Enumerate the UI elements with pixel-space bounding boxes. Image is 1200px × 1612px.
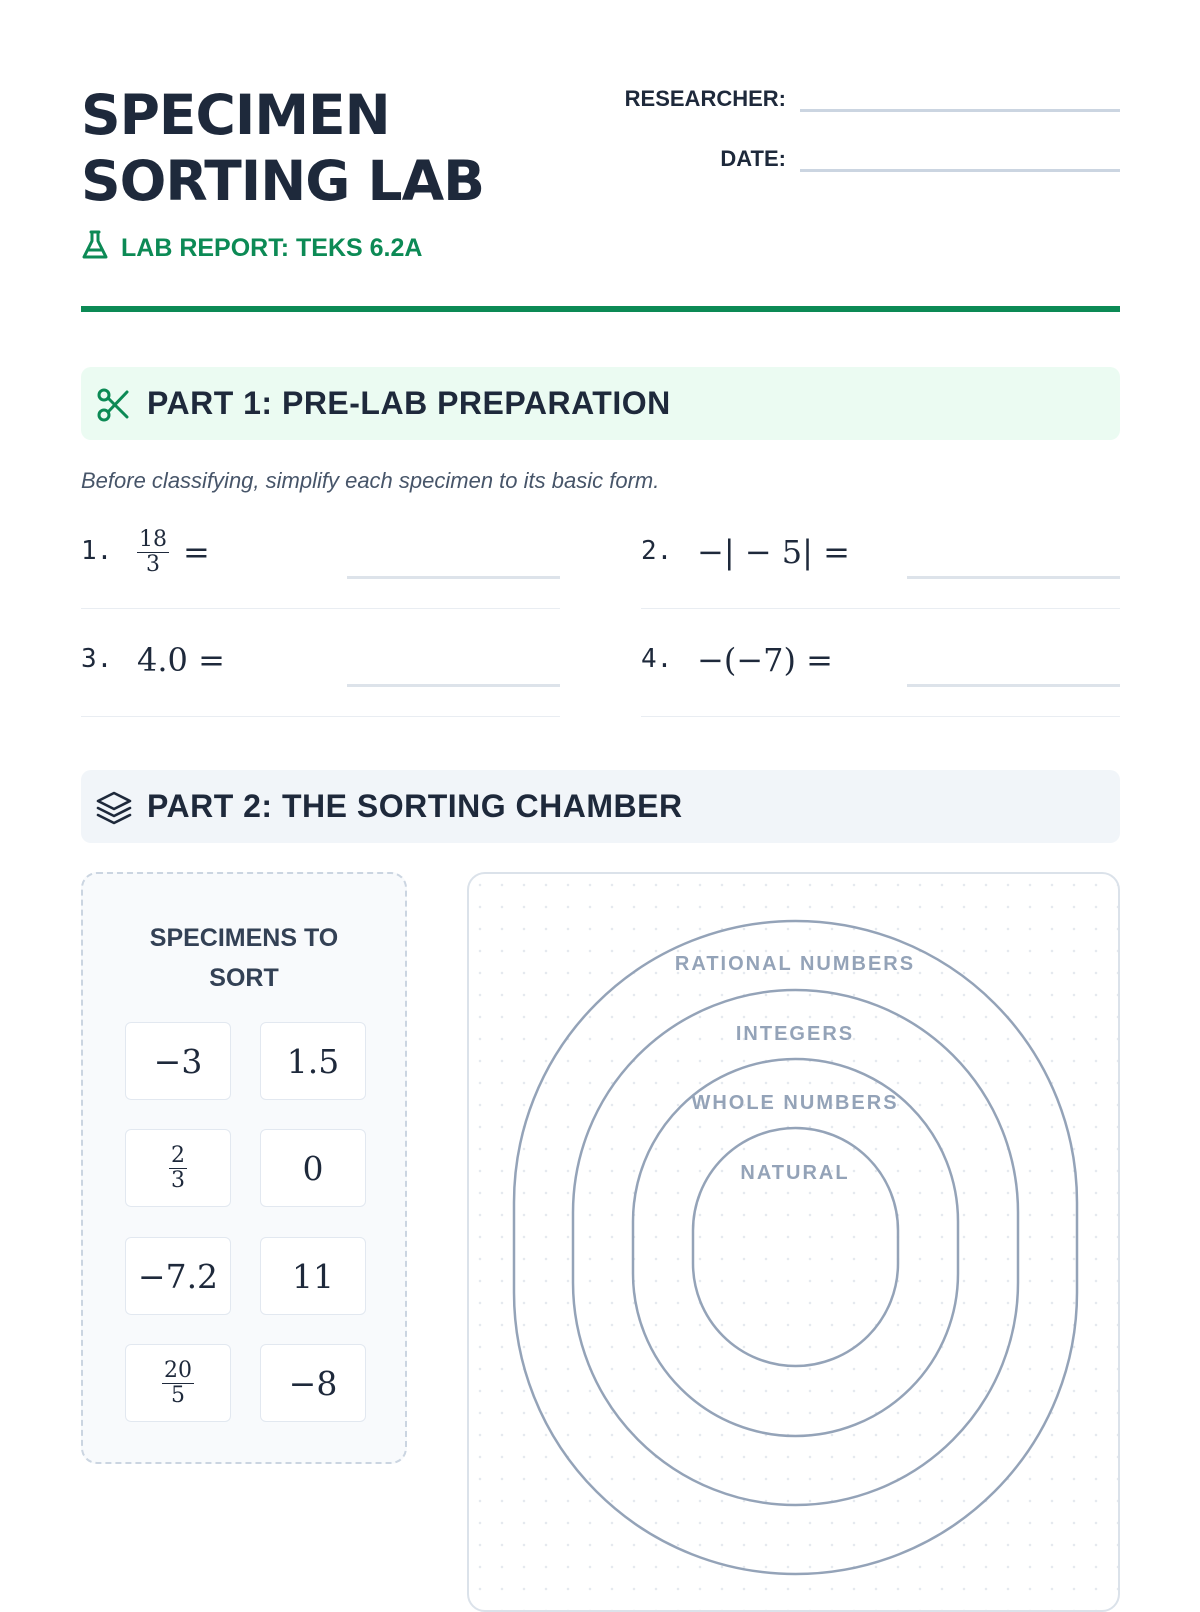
problem-4 [641,608,1120,717]
answer-line[interactable] [347,684,560,687]
date-line[interactable] [800,149,1120,172]
label-integers: INTEGERS [735,1023,855,1045]
specimen-card[interactable]: −8 [260,1344,366,1422]
flask-icon [81,229,109,268]
date-label: DATE: [720,146,786,171]
part1-header [81,367,1120,440]
specimen-card[interactable]: 1.5 [260,1022,366,1100]
specimens-title: SPECIMENS TO SORT [149,924,339,992]
problem-1 [81,500,560,609]
lab-report-subtitle: LAB REPORT: TEKS 6.2A [81,228,422,268]
problem-number: 3. [81,644,113,674]
header-divider [81,306,1120,312]
researcher-field[interactable] [625,86,1120,112]
sorting-chamber [467,872,1120,1612]
ring-integers[interactable] [573,990,1018,1505]
researcher-line[interactable] [800,89,1120,112]
specimen-card[interactable]: −7.2 [125,1237,231,1315]
fraction: $\frac{18}{3}$ [139,526,167,577]
specimens-panel [81,872,407,1464]
problem-number: 4. [641,644,673,674]
answer-line[interactable] [907,576,1120,579]
answer-line[interactable] [347,576,560,579]
problem-number: 1. [81,536,113,566]
specimen-card[interactable] [125,1344,231,1422]
date-field[interactable] [720,146,1120,172]
ring-rational[interactable] [514,921,1077,1574]
answer-line[interactable] [907,684,1120,687]
page-title: SPECIMEN SORTING LAB [81,83,485,213]
part2-heading: PART 2: THE SORTING CHAMBER [147,788,683,824]
venn-diagram [469,874,1120,1612]
part2-header [81,770,1120,843]
label-natural: NATURAL [740,1162,850,1184]
specimen-card[interactable] [125,1129,231,1207]
label-rational: RATIONAL NUMBERS [674,953,916,975]
researcher-label: RESEARCHER: [624,86,786,111]
specimen-card[interactable]: 11 [260,1237,366,1315]
problem-2 [641,500,1120,609]
problem-number: 2. [641,536,673,566]
specimen-card[interactable]: −3 [125,1022,231,1100]
problem-expression: −(−7) = [697,641,833,679]
label-whole-numbers: WHOLE NUMBERS [691,1092,899,1114]
specimen-card[interactable]: 0 [260,1129,366,1207]
problem-expression: 4.0 = [137,641,225,679]
scissors-icon [95,385,133,423]
problem-expression: −| − 5| = [697,533,850,571]
problem-3 [81,608,560,717]
ring-whole-numbers[interactable] [633,1059,958,1436]
fraction: $\frac{2}{3}$ [171,1142,185,1193]
part1-instruction: Before classifying, simplify each specimen to its basic form. [81,468,660,493]
part1-heading: PART 1: PRE-LAB PREPARATION [147,385,671,421]
layers-icon [95,788,133,826]
problem-expression: $\frac{18}{3}$ = [139,526,210,577]
worksheet-page [81,0,1120,1600]
fraction: $\frac{20}{5}$ [164,1357,192,1408]
